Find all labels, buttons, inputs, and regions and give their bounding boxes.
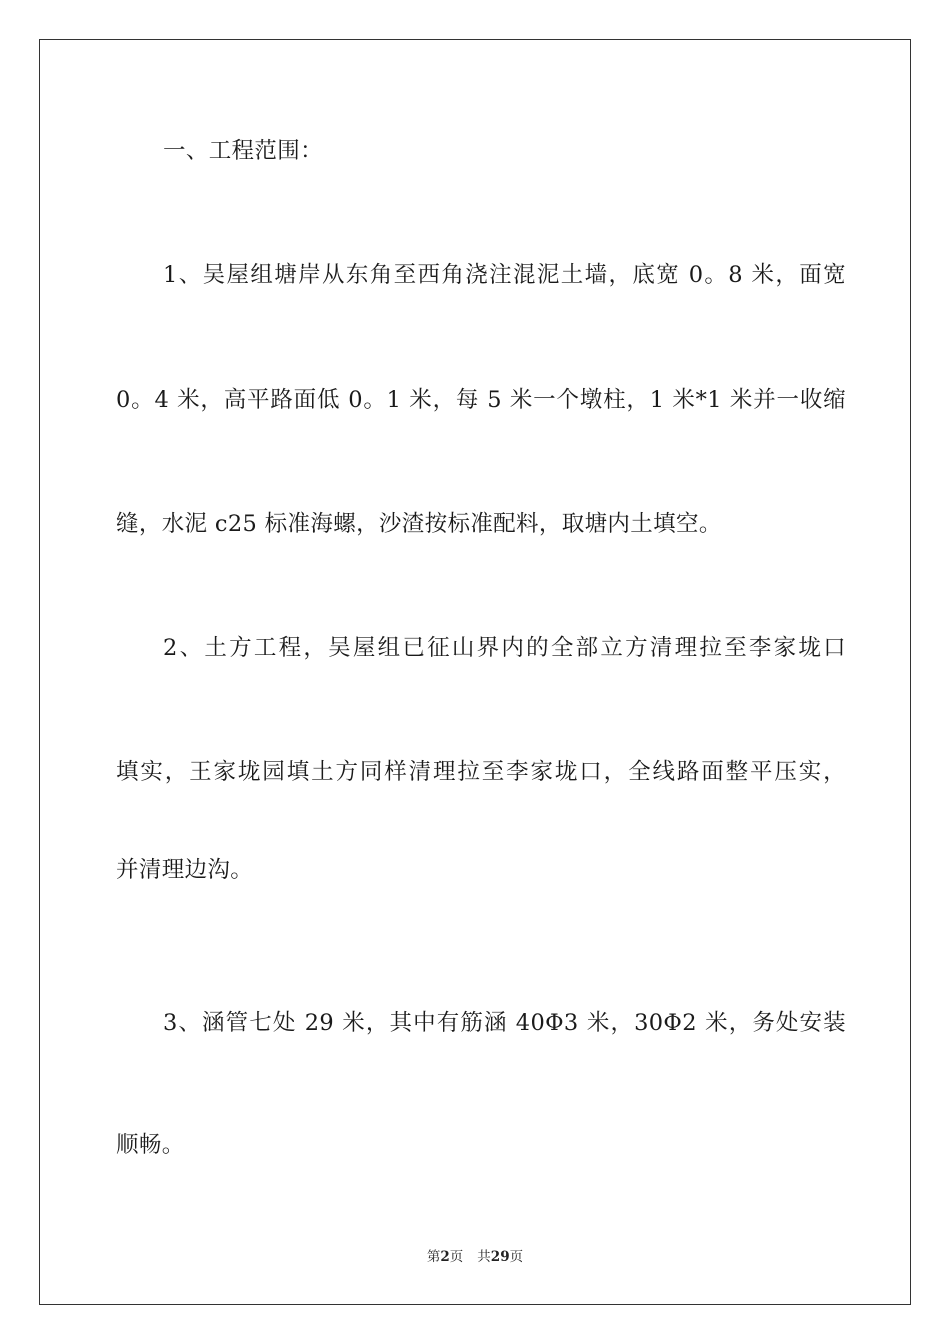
page-footer — [0, 1248, 950, 1266]
paragraph-3-line-1: 3、涵管七处 29 米，其中有筋涵 40Φ3 米，30Φ2 米，务处安装 — [163, 1010, 846, 1036]
paragraph-1-line-2: 0。4 米，高平路面低 0。1 米，每 5 米一个墩柱，1 米*1 米并一收缩 — [116, 387, 846, 413]
paragraph-2-line-3: 并清理边沟。 — [116, 857, 254, 883]
paragraph-1-line-3: 缝，水泥 c25 标准海螺，沙渣按标准配料，取塘内土填空。 — [116, 511, 722, 537]
paragraph-3-line-2: 顺畅。 — [116, 1132, 185, 1158]
paragraph-2-line-1: 2、土方工程，吴屋组已征山界内的全部立方清理拉至李家垅口 — [163, 635, 846, 661]
footer-page-suffix: 页 — [449, 1249, 464, 1265]
footer-total-pages: 29 — [490, 1249, 510, 1265]
section-heading: 一、工程范围： — [163, 138, 323, 164]
footer-page-prefix: 第 — [426, 1249, 441, 1265]
footer-total-suffix: 页 — [509, 1249, 524, 1265]
paragraph-1-line-1: 1、吴屋组塘岸从东角至西角浇注混泥土墙，底宽 0。8 米，面宽 — [163, 262, 846, 288]
footer-total-prefix: 共 — [477, 1249, 491, 1265]
page-border — [39, 39, 911, 1305]
footer-page-number: 2 — [440, 1249, 450, 1265]
paragraph-2-line-2: 填实，王家垅园填土方同样清理拉至李家垅口，全线路面整平压实， — [116, 759, 846, 785]
